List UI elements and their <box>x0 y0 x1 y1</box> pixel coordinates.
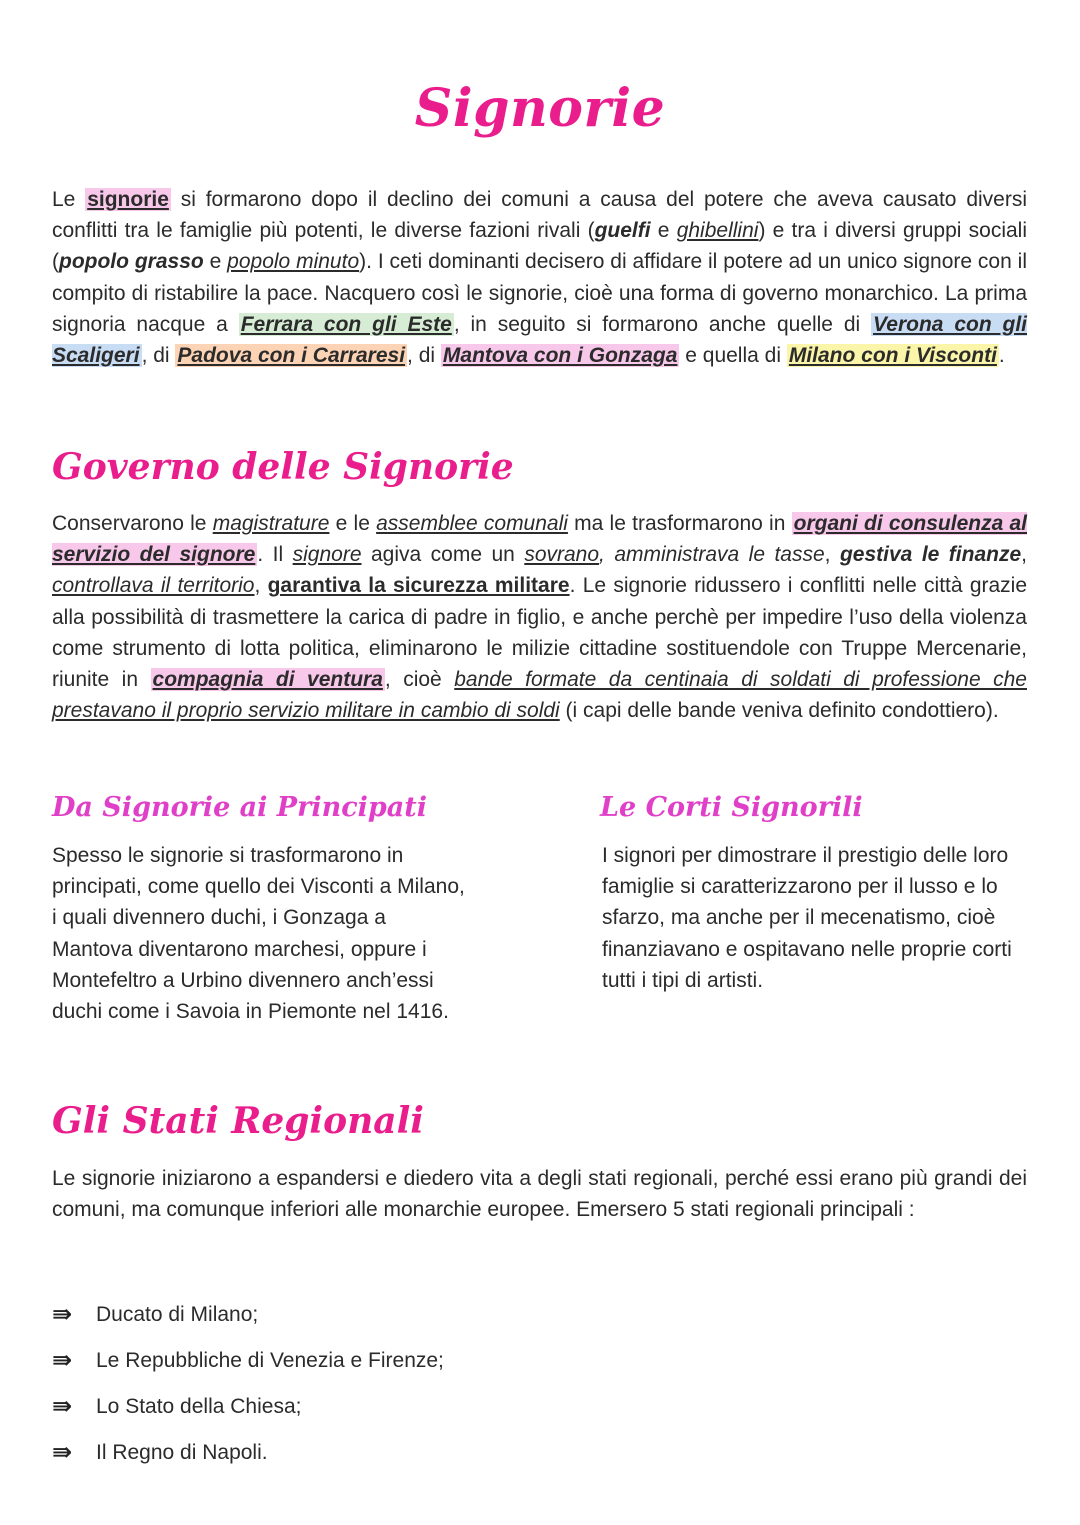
text: , <box>1021 543 1027 567</box>
text: e <box>203 250 228 274</box>
term-popolo-minuto: popolo minuto <box>227 250 360 274</box>
text: , di <box>141 344 176 368</box>
term-sicurezza: garantiva la sicurezza militare <box>267 574 570 598</box>
term-ghibellini: ghibellini <box>676 219 759 243</box>
double-arrow-icon: ⇛ <box>52 1439 73 1466</box>
text: ma le trasformarono in <box>567 512 792 535</box>
double-arrow-icon: ⇛ <box>52 1347 73 1374</box>
text: , <box>254 574 268 598</box>
term-sovrano: sovrano <box>524 543 600 567</box>
term-ferrara: Ferrara con gli Este <box>240 312 452 336</box>
text: . Il <box>257 543 293 567</box>
term-padova: Padova con i Carraresi <box>177 344 406 368</box>
term-signore: signore <box>292 543 362 567</box>
double-arrow-icon: ⇛ <box>52 1301 73 1328</box>
list-item <box>52 1384 444 1430</box>
text: si formarono dopo il declino dei comuni a causa del potere che aveva causato diversi conflitti tra le famiglie più potenti, le diverse fazioni rivali ( <box>52 188 1027 243</box>
heading-stati: Gli Stati Regionali <box>52 1100 424 1142</box>
list-item-label: Le Repubbliche di Venezia e Firenze; <box>96 1349 444 1372</box>
text: . <box>998 344 1005 368</box>
text: , di <box>407 344 441 368</box>
text: ) e tra i diversi gruppi sociali ( <box>52 219 1028 274</box>
page-title: Signorie <box>414 78 666 139</box>
list-item <box>52 1430 444 1476</box>
heading-principati: Da Signorie ai Principati <box>52 792 428 823</box>
term-mantova: Mantova con i Gonzaga <box>442 344 678 368</box>
term-magistrature: magistrature <box>212 512 330 535</box>
double-arrow-icon: ⇛ <box>52 1393 73 1420</box>
text: (i capi delle bande veniva definito condottiero). <box>559 699 999 723</box>
governo-paragraph <box>52 508 1027 726</box>
text: , in seguito si formarono anche quelle di <box>453 312 872 336</box>
heading-governo: Governo delle Signorie <box>52 446 514 488</box>
stati-list <box>52 1292 444 1476</box>
text: Conservarono le <box>52 512 213 535</box>
text: . Le signorie ridussero i conflitti nelle città grazie alla possibilità di trasmettere la carica di padre in figlio, e anche perchè per impedire l’uso della violenza come strumento di lotta politica, eliminarono le milizie cittadine sostituendole con Truppe Mercenarie, riunite in <box>52 574 1028 692</box>
text: agiva come un <box>361 543 525 567</box>
term-assemblee: assemblee comunali <box>376 512 568 535</box>
heading-corti: Le Corti Signorili <box>600 792 863 823</box>
term-bande: bande formate da centinaia di soldati di professione che prestavano il proprio servizio militare in cambio di soldi <box>52 668 1027 723</box>
list-item <box>52 1292 444 1338</box>
stati-text: Le signorie iniziarono a espandersi e diedero vita a degli stati regionali, perché essi erano più grandi dei comuni, ma comunque inferiori alle monarchie europee. Emersero 5 stati regionali principali : <box>52 1167 1027 1222</box>
term-guelfi: guelfi <box>594 219 651 243</box>
corti-text: I signori per dimostrare il prestigio delle loro famiglie si caratterizzarono per il lusso e lo sfarzo, ma anche per il mecenatismo, cioè finanziavano e ospitavano nelle proprie corti tutti i tipi di artisti. <box>602 844 1012 992</box>
term-territorio: controllava il territorio <box>52 574 255 598</box>
list-item-label: Lo Stato della Chiesa; <box>96 1395 302 1418</box>
term-verona: Verona con gli Scaligeri <box>52 312 1027 368</box>
term-signorie: signorie <box>87 188 169 211</box>
list-item-label: Il Regno di Napoli. <box>96 1441 268 1464</box>
text: , <box>824 543 840 567</box>
list-item-label: Ducato di Milano; <box>96 1303 259 1326</box>
term-compagnia: compagnia di ventura <box>152 668 383 692</box>
term-popolo-grasso: popolo grasso <box>59 250 204 274</box>
intro-paragraph <box>52 184 1027 371</box>
term-finanze: gestiva le finanze <box>839 543 1022 567</box>
text: ). I ceti dominanti decisero di affidare il potere ad un unico signore con il compito di ristabilire la pace. Nacquero così le signorie, cioè una forma di governo monarchico. La prima signoria nacque a <box>52 250 1027 336</box>
text: , amministrava le tasse <box>599 543 825 567</box>
list-item <box>52 1338 444 1384</box>
principati-text: Spesso le signorie si trasformarono in principati, come quello dei Visconti a Milano, i quali divennero duchi, i Gonzaga a Mantova diventarono marchesi, oppure i Montefeltro a Urbino divennero anch’essi duchi come i Savoia in Piemonte nel 1416. <box>52 844 465 1024</box>
text: e quella di <box>679 344 787 368</box>
text: e <box>650 219 677 243</box>
term-milano: Milano con i Visconti <box>788 344 997 368</box>
term-organi: organi di consulenza al servizio del signore <box>52 512 1027 567</box>
text: , cioè <box>384 668 455 692</box>
text: Le <box>52 188 86 211</box>
text: e le <box>329 512 377 535</box>
